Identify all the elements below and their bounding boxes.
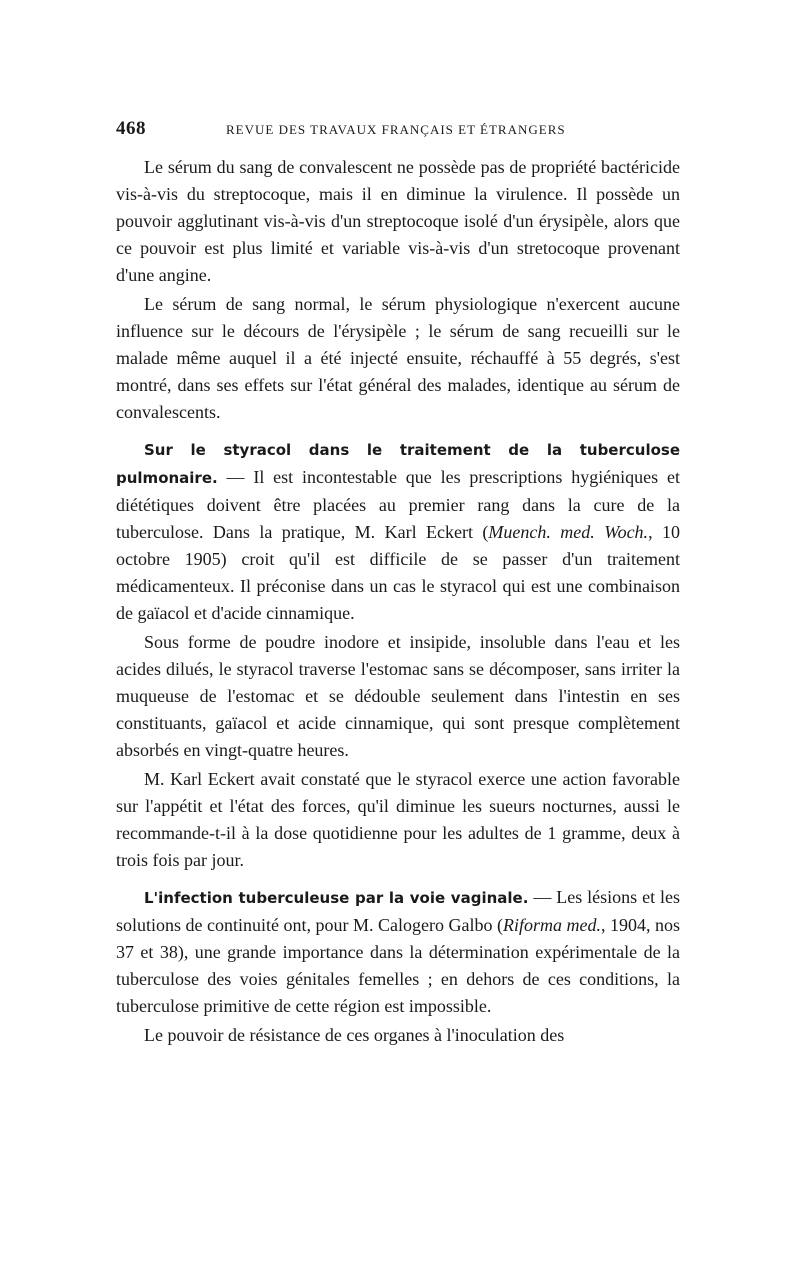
vaginal-text-b: , 1904, nos 37 et 38), une grande importance dans la détermination expérimentale de la tuberculose des voies génitales femelles ; en dehors de ces conditions, la tuberculose primitive de cette région est impossible. [116,915,680,1016]
citation-muench-med-woch: Muench. med. Woch. [488,522,649,542]
styracol-text-b: , 10 octobre 1905) croit qu'il est difficile de se passer d'un traitement médicamenteux. Il préconise dans un cas le styracol qui est une combinaison de gaïacol et d'acide cinnamique. [116,522,680,623]
paragraph-styracol [116,436,680,627]
page-header [116,118,680,148]
styracol-text-a: — Il est incontestable que les prescriptions hygiéniques et diététiques doivent être placées au premier rang dans la cure de la tuberculose. Dans la pratique, M. Karl Eckert ( [116,467,680,542]
running-head: REVUE DES TRAVAUX FRANÇAIS ET ÉTRANGERS [226,122,566,137]
page-number: 468 [116,118,146,139]
paragraph-eckert-findings: M. Karl Eckert avait constaté que le styracol exerce une action favorable sur l'appétit et l'état des forces, qu'il diminue les sueurs nocturnes, aussi le recommande-t-il à la dose quotidienne pour les adultes de 1 gramme, deux à trois fois par jour. [116,769,680,870]
vaginal-text-a: — Les lésions et les solutions de continuité ont, pour M. Calogero Galbo ( [116,887,680,935]
document-page [116,118,680,1049]
paragraph-serum-convalescent: Le sérum du sang de convalescent ne possède pas de propriété bactéricide vis-à-vis du streptocoque, mais il en diminue la virulence. Il possède un pouvoir agglutinant vis-à-vis d'un streptocoque isolé d'un érysipèle, alors que ce pouvoir est plus limité et variable vis-à-vis d'un stretocoque provenant d'une angine. [116,157,680,285]
section-title-styracol: Sur le styracol dans le traitement de la tuberculose pulmonaire. [116,441,680,487]
citation-riforma-med: Riforma med. [502,915,601,935]
paragraph-serum-normal: Le sérum de sang normal, le sérum physiologique n'exercent aucune influence sur le décours de l'érysipèle ; le sérum de sang recueilli sur le malade même auquel il a été injecté ensuite, réchauffé à 55 degrés, s'est montré, dans ses effets sur l'état général des malades, identique au sérum de convalescents. [116,294,680,422]
section-title-vaginal-infection: L'infection tuberculeuse par la voie vaginale. [144,889,529,907]
paragraph-resistance: Le pouvoir de résistance de ces organes à l'inoculation des [144,1025,565,1045]
paragraph-vaginal-infection [116,884,680,1020]
paragraph-styracol-form: Sous forme de poudre inodore et insipide, insoluble dans l'eau et les acides dilués, le styracol traverse l'estomac sans se décomposer, sans irriter la muqueuse de l'estomac et se dédouble seulement dans l'intestin en ses constituants, gaïacol et acide cinnamique, qui sont presque complètement absorbés en vingt-quatre heures. [116,632,680,760]
